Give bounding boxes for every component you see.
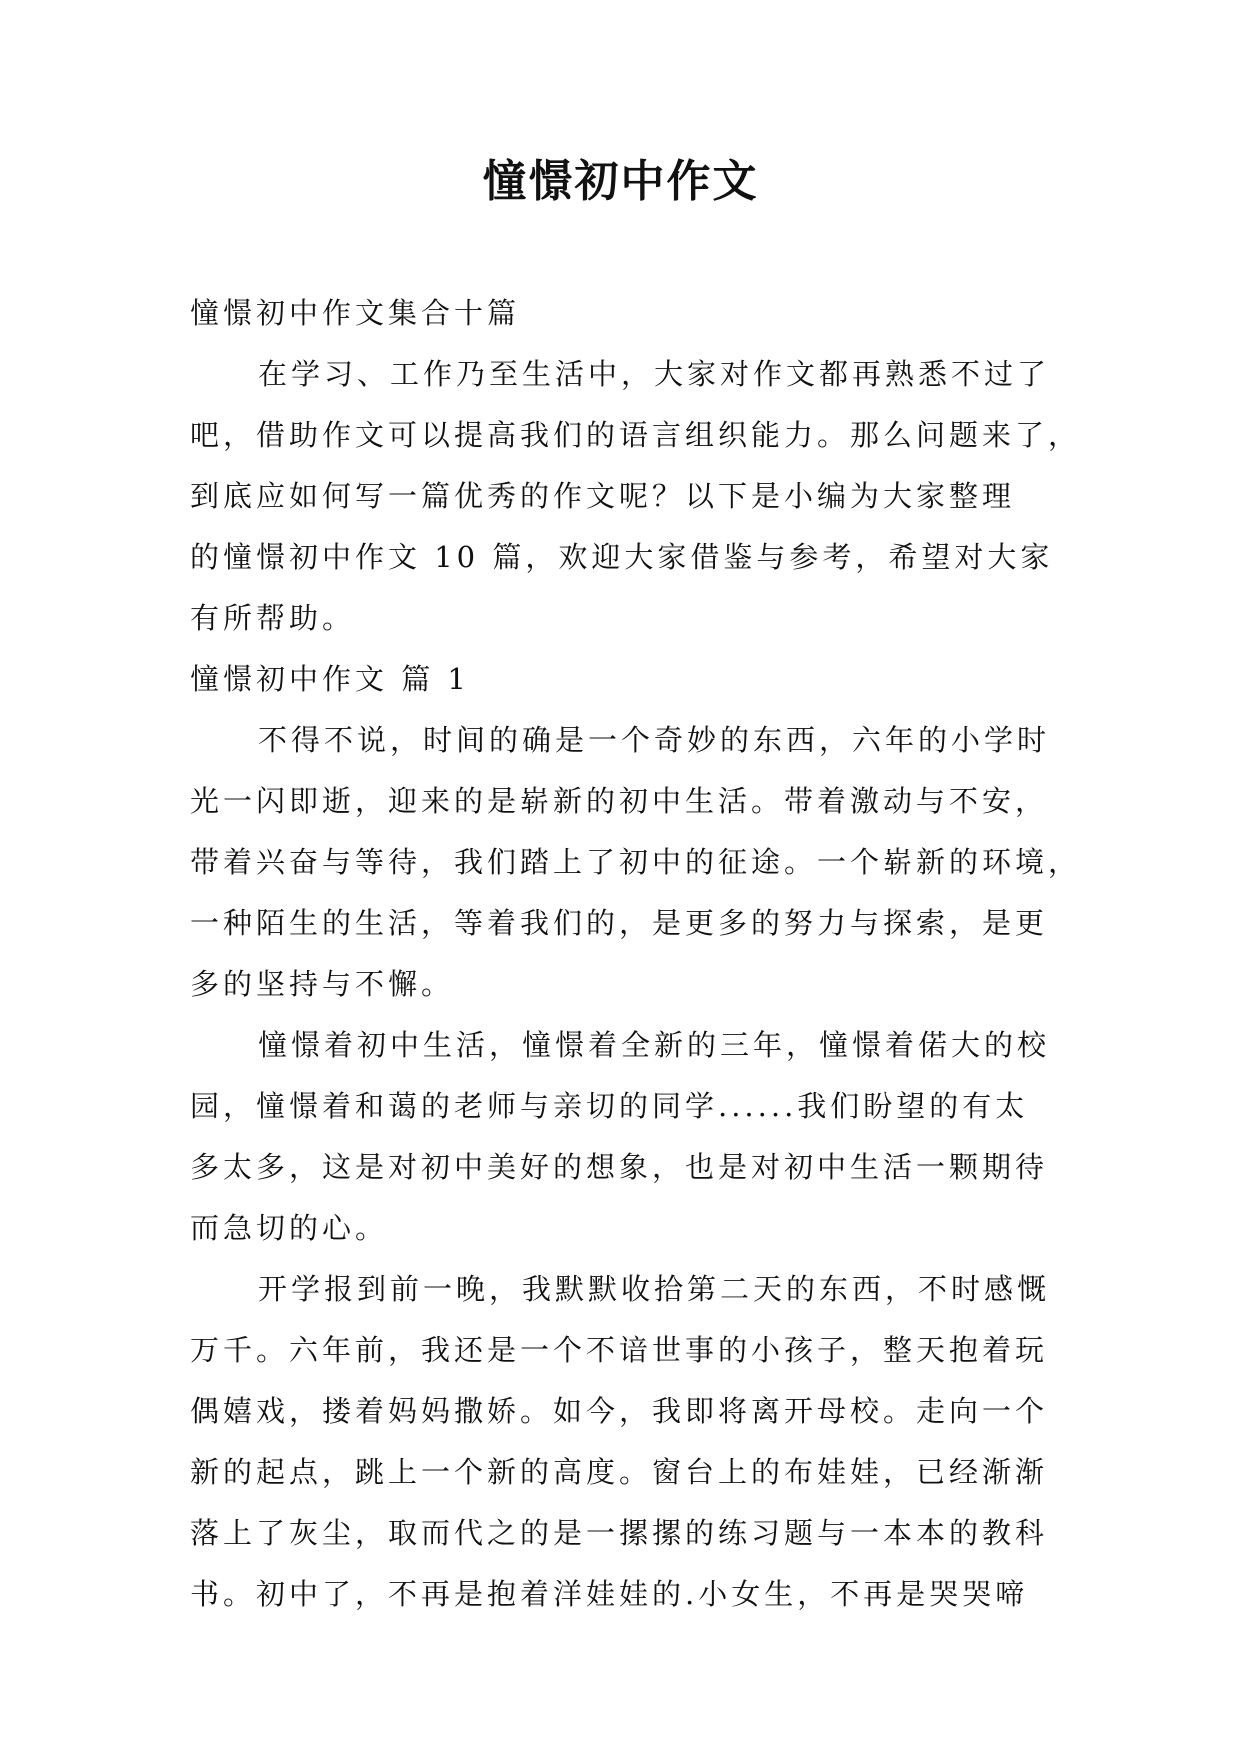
text-line: 憧憬初中作文集合十篇 bbox=[190, 296, 521, 330]
text-line: 万千。六年前，我还是一个不谙世事的小孩子，整天抱着玩 bbox=[190, 1333, 1049, 1367]
text-line: 书。初中了，不再是抱着洋娃娃的.小女生，不再是哭哭啼 bbox=[190, 1577, 1029, 1611]
text-line: 落上了灰尘，取而代之的是一摞摞的练习题与一本本的教科 bbox=[190, 1516, 1049, 1550]
text-line: 而急切的心。 bbox=[190, 1211, 389, 1245]
text-line: 一种陌生的生活，等着我们的，是更多的努力与探索，是更 bbox=[190, 906, 1049, 940]
text-line: 憧憬初中作文 篇 1 bbox=[190, 662, 470, 696]
text-line: 在学习、工作乃至生活中，大家对作文都再熟悉不过了 bbox=[258, 357, 1051, 391]
text-line: 有所帮助。 bbox=[190, 601, 356, 635]
text-line: 新的起点，跳上一个新的高度。窗台上的布娃娃，已经渐渐 bbox=[190, 1455, 1049, 1489]
document-body bbox=[190, 283, 1082, 1625]
text-line: 多太多，这是对初中美好的想象，也是对初中生活一颗期待 bbox=[190, 1150, 1049, 1184]
text-line: 到底应如何写一篇优秀的作文呢？以下是小编为大家整理 bbox=[190, 479, 1016, 513]
text-line: 憧憬着初中生活，憧憬着全新的三年，憧憬着偌大的校 bbox=[258, 1028, 1051, 1062]
text-line: 的憧憬初中作文 10 篇，欢迎大家借鉴与参考，希望对大家 bbox=[190, 540, 1054, 574]
text-line: 吧，借助作文可以提高我们的语言组织能力。那么问题来了， bbox=[190, 418, 1082, 452]
text-line: 带着兴奋与等待，我们踏上了初中的征途。一个崭新的环境， bbox=[190, 845, 1082, 879]
text-line: 不得不说，时间的确是一个奇妙的东西，六年的小学时 bbox=[258, 723, 1051, 757]
text-line: 多的坚持与不懈。 bbox=[190, 967, 455, 1001]
document-title: 憧憬初中作文 bbox=[482, 156, 759, 207]
text-line: 光一闪即逝，迎来的是崭新的初中生活。带着激动与不安， bbox=[190, 784, 1049, 818]
text-line: 偶嬉戏，搂着妈妈撒娇。如今，我即将离开母校。走向一个 bbox=[190, 1394, 1049, 1428]
text-line: 园，憧憬着和蔼的老师与亲切的同学......我们盼望的有太 bbox=[190, 1089, 1029, 1123]
text-line: 开学报到前一晚，我默默收拾第二天的东西，不时感慨 bbox=[258, 1272, 1051, 1306]
